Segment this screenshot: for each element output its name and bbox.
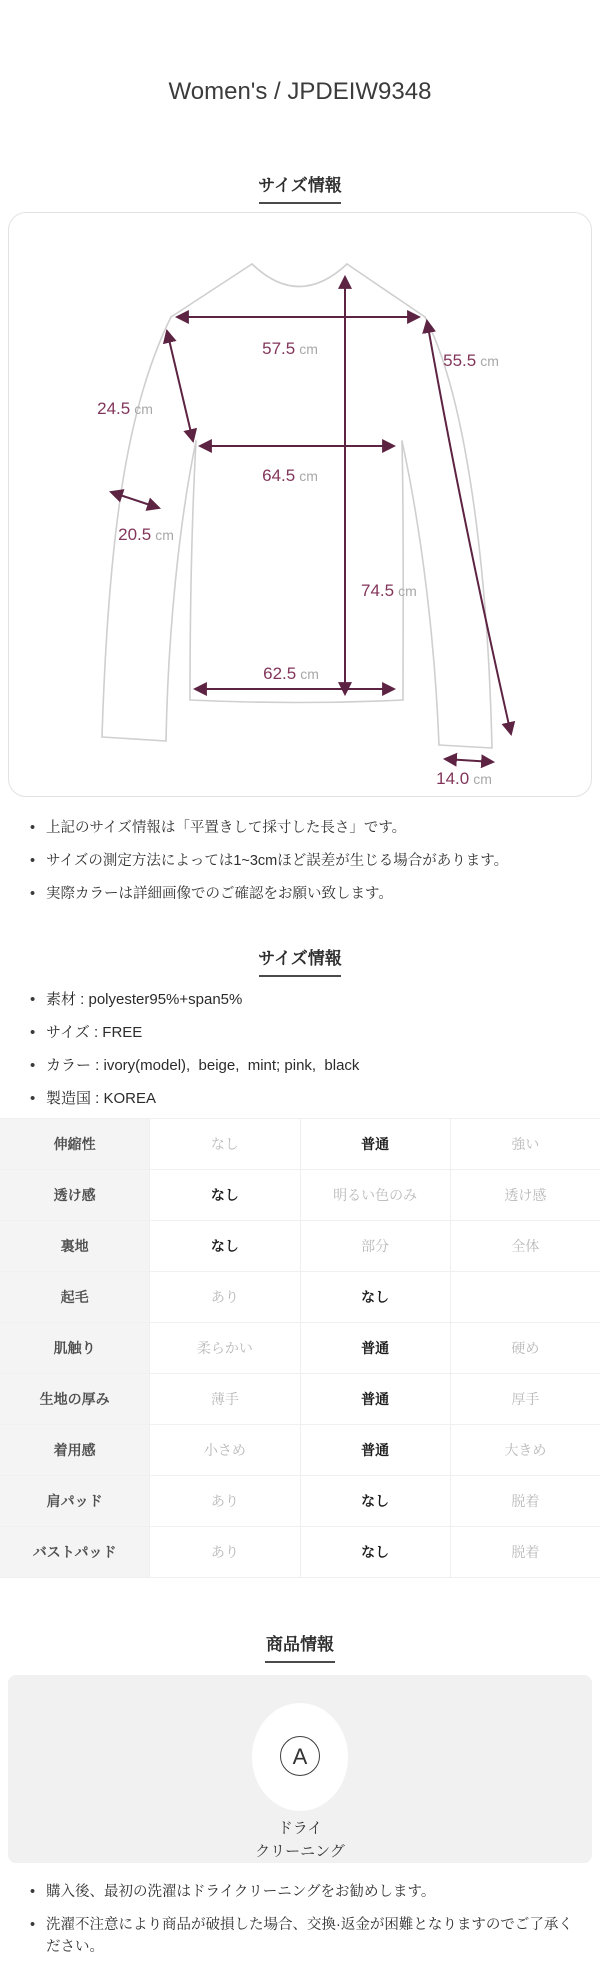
measure-line-cuff-width: [445, 759, 493, 762]
spec-label: 裏地: [0, 1221, 149, 1271]
care-info-box: [8, 1675, 592, 1863]
spec-option: 脱着: [450, 1527, 600, 1577]
size-note: • 上記のサイズ情報は「平置きして採寸した長さ」です。: [28, 817, 586, 839]
spec-option: 厚手: [450, 1374, 600, 1424]
care-label-line1: ドライ: [277, 1820, 323, 1837]
heading-underline: [259, 202, 341, 204]
spec-label: 生地の厚み: [0, 1374, 149, 1424]
care-notes-list: [0, 1881, 600, 1980]
spec-option-selected: なし: [149, 1170, 299, 1220]
garment-right-shoulder: [347, 264, 425, 317]
measure-label-shoulder-width: 57.5 cm: [262, 339, 318, 358]
spec-option: 全体: [450, 1221, 600, 1271]
measure-label-chest-width: 64.5 cm: [262, 466, 318, 485]
table-row: [0, 1170, 600, 1221]
spec-option: なし: [149, 1119, 299, 1169]
spec-table: [0, 1118, 600, 1578]
spec-option-selected: 普通: [300, 1119, 450, 1169]
garment-left-body: [190, 441, 196, 700]
table-row: [0, 1374, 600, 1425]
care-note: • 購入後、最初の洗濯はドライクリーニングをお勧めします。: [28, 1881, 586, 1903]
measure-label-total-length: 74.5 cm: [361, 581, 417, 600]
table-row: [0, 1221, 600, 1272]
page-title: Women's / JPDEIW9348: [168, 78, 432, 105]
size-diagram-heading: サイズ情報: [258, 176, 342, 195]
size-diagram-box: [8, 212, 592, 797]
spec-option: 薄手: [149, 1374, 299, 1424]
spec-option-selected: 普通: [300, 1425, 450, 1475]
spec-label: 着用感: [0, 1425, 149, 1475]
product-size-page: [0, 76, 600, 1980]
table-row: [0, 1425, 600, 1476]
spec-label: 肩パッド: [0, 1476, 149, 1526]
measure-line-sleeve-length: [427, 321, 511, 734]
garment-hem: [190, 700, 403, 703]
care-symbol-badge: [252, 1703, 348, 1811]
spec-option: 小さめ: [149, 1425, 299, 1475]
garment-right-cuff: [439, 745, 492, 748]
spec-label: バストパッド: [0, 1527, 149, 1577]
product-info-item-size: • サイズ : FREE: [28, 1022, 586, 1044]
spec-option-selected: なし: [300, 1476, 450, 1526]
spec-option: 硬め: [450, 1323, 600, 1373]
spec-option-selected: なし: [300, 1527, 450, 1577]
size-note: • サイズの測定方法によっては1~3cmほど誤差が生じる場合があります。: [28, 850, 586, 872]
care-symbol-label: [8, 1817, 592, 1863]
spec-option-selected: 普通: [300, 1323, 450, 1373]
spec-option: 明るい色のみ: [300, 1170, 450, 1220]
spec-option-selected: なし: [149, 1221, 299, 1271]
product-info-item-origin: • 製造国 : KOREA: [28, 1088, 586, 1110]
spec-option: あり: [149, 1272, 299, 1322]
measure-label-sleeve-length: 55.5 cm: [443, 351, 499, 370]
care-heading: 商品情報: [266, 1635, 334, 1654]
garment-left-shoulder: [171, 264, 252, 317]
measure-line-armhole: [167, 331, 193, 441]
table-row: [0, 1527, 600, 1578]
care-label-line2: クリーニング: [255, 1843, 345, 1860]
care-note: • 洗濯不注意により商品が破損した場合、交換·返金が困難となりますのでご了承ください。: [28, 1914, 586, 1958]
spec-label: 透け感: [0, 1170, 149, 1220]
spec-option-selected: なし: [300, 1272, 450, 1322]
product-info-item-material: • 素材 : polyester95%+span5%: [28, 989, 586, 1011]
spec-option: 強い: [450, 1119, 600, 1169]
spec-option: あり: [149, 1527, 299, 1577]
size-note: • 実際カラーは詳細画像でのご確認をお願い致します。: [28, 883, 586, 905]
product-info-list: [0, 989, 600, 1110]
garment-right-body: [402, 441, 403, 700]
size-diagram: [9, 213, 589, 796]
table-row: [0, 1119, 600, 1170]
spec-option: 透け感: [450, 1170, 600, 1220]
spec-option: [450, 1272, 600, 1322]
spec-option-selected: 普通: [300, 1374, 450, 1424]
spec-option: 脱着: [450, 1476, 600, 1526]
spec-label: 伸縮性: [0, 1119, 149, 1169]
measure-line-sleeve-width: [111, 492, 159, 508]
garment-neckline: [252, 264, 347, 287]
spec-label: 肌触り: [0, 1323, 149, 1373]
heading-underline: [265, 1661, 335, 1663]
measure-label-armhole: 24.5 cm: [97, 399, 153, 418]
size-notes-list: [0, 817, 600, 905]
dry-clean-icon: A: [280, 1736, 320, 1776]
heading-underline: [259, 975, 341, 977]
spec-option: 部分: [300, 1221, 450, 1271]
product-info-heading: サイズ情報: [258, 949, 342, 968]
spec-label: 起毛: [0, 1272, 149, 1322]
garment-left-cuff: [102, 737, 166, 741]
spec-option: 柔らかい: [149, 1323, 299, 1373]
spec-option: あり: [149, 1476, 299, 1526]
measure-label-hem-width: 62.5 cm: [263, 664, 319, 683]
table-row: [0, 1476, 600, 1527]
table-row: [0, 1323, 600, 1374]
table-row: [0, 1272, 600, 1323]
product-info-item-color: • カラー : ivory(model), beige, mint; pink, black: [28, 1055, 586, 1077]
spec-option: 大きめ: [450, 1425, 600, 1475]
measure-label-cuff-width: 14.0 cm: [436, 769, 492, 788]
measure-label-sleeve-width: 20.5 cm: [118, 525, 174, 544]
garment-outline: [102, 264, 492, 748]
